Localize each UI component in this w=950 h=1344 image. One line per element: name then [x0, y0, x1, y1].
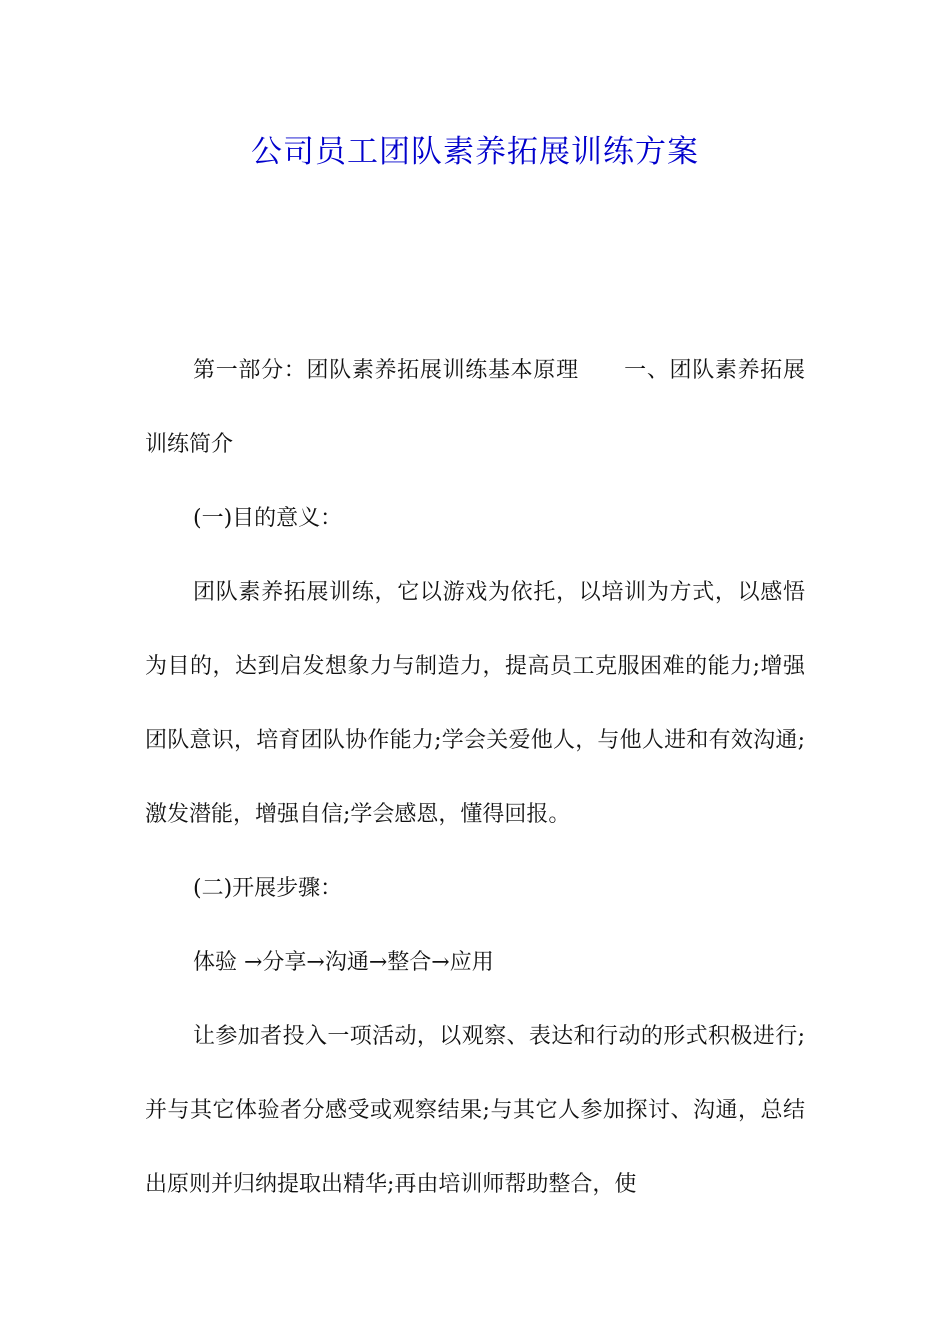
document-body: [145, 334, 805, 1222]
paragraph-steps-body: 让参加者投入一项活动，以观察、表达和行动的形式积极进行;并与其它体验者分感受或观察结果;与其它人参加探讨、沟通，总结出原则并归纳提取出精华;再由培训师帮助整合，使: [145, 1024, 805, 1197]
paragraph-purpose-body: 团队素养拓展训练，它以游戏为依托，以培训为方式，以感悟为目的，达到启发想象力与制造力，提高员工克服困难的能力;增强团队意识，培育团队协作能力;学会关爱他人，与他人进和有效沟通;激发潜能，增强自信;学会感恩，懂得回报。: [145, 580, 805, 827]
document-title: 公司员工团队素养拓展训练方案: [251, 134, 699, 170]
paragraph-steps-heading: (二)开展步骤：: [193, 876, 343, 901]
paragraph-purpose-heading: (一)目的意义：: [193, 506, 343, 531]
paragraph-steps-flow: 体验 →分享→沟通→整合→应用: [193, 950, 494, 975]
paragraph-section-heading: 第一部分：团队素养拓展训练基本原理 一、团队素养拓展训练简介: [145, 358, 805, 457]
